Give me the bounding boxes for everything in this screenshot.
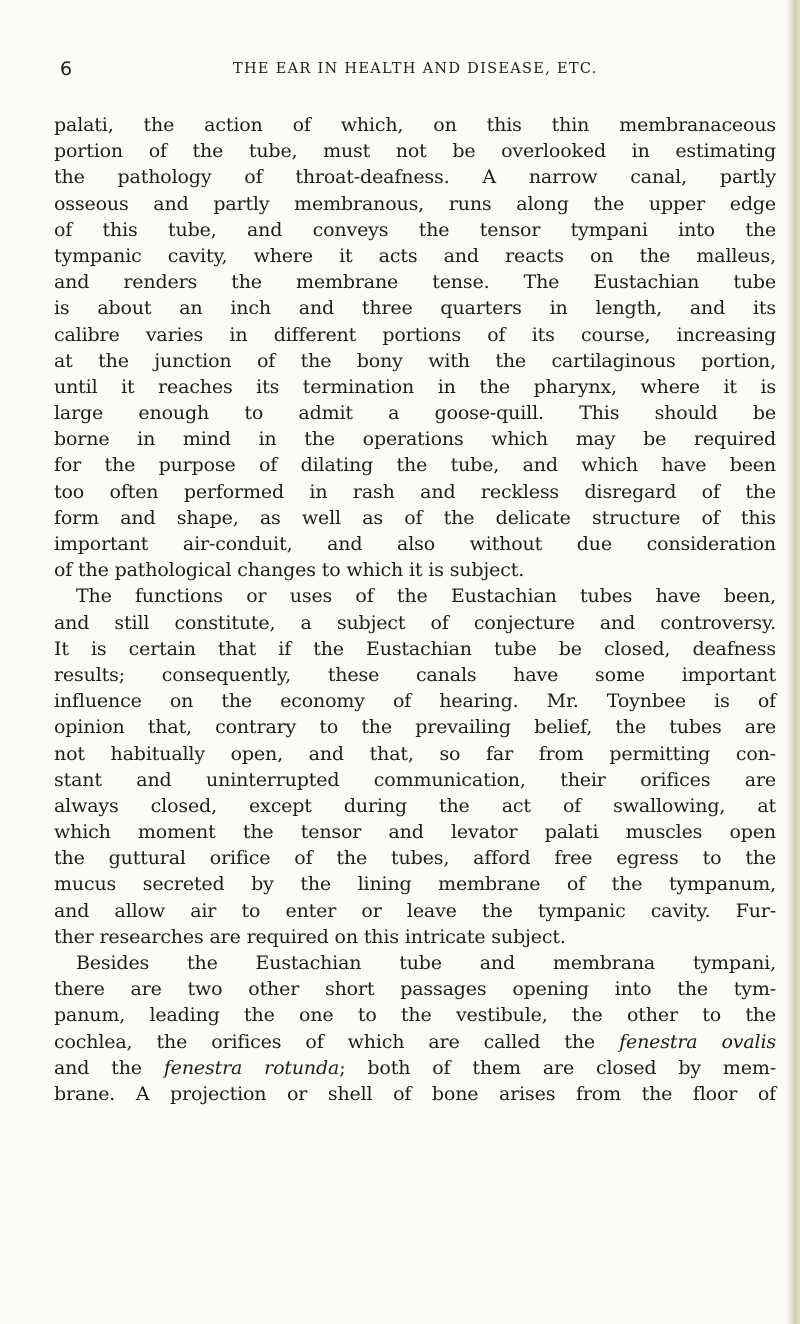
text-line: It is certain that if the Eustachian tube be closed, deafness <box>54 637 776 660</box>
text-line: portion of the tube, must not be overlooked in estimating <box>54 140 776 163</box>
body-text <box>54 112 776 1107</box>
text-line: always closed, except during the act of swallowing, at <box>54 794 776 817</box>
page-number: 6 <box>60 58 73 80</box>
text-line: Besides the Eustachian tube and membrana tympani, <box>76 952 776 974</box>
text-line <box>54 1029 776 1055</box>
text-line: is about an inch and three quarters in length, and its <box>54 297 776 320</box>
running-head: THE EAR IN HEALTH AND DISEASE, ETC. <box>233 61 598 77</box>
text-line: osseous and partly membranous, runs along the upper edge <box>54 192 776 215</box>
text-line: palati, the action of which, on this thin membranaceous <box>54 114 776 136</box>
text-line: stant and uninterrupted communication, their orifices are <box>54 768 776 791</box>
text-line: results; consequently, these canals have some important <box>54 663 776 686</box>
text-line: The functions or uses of the Eustachian tubes have been, <box>76 585 776 608</box>
text-line: of the pathological changes to which it is subject. <box>54 559 525 582</box>
text-line: there are two other short passages opening into the tym- <box>54 978 776 1001</box>
italic-term: fenestra rotunda <box>163 1056 340 1079</box>
text-line: ther researches are required on this intricate subject. <box>54 925 566 948</box>
text-line-roman: cochlea, the orifices of which are called the <box>54 1030 596 1053</box>
text-line: at the junction of the bony with the cartilaginous portion, <box>54 349 776 372</box>
text-line: until it reaches its termination in the pharynx, where it is <box>54 375 776 398</box>
text-line: of this tube, and conveys the tensor tympani into the <box>54 218 776 241</box>
text-line: calibre varies in different portions of its course, increasing <box>54 323 776 346</box>
text-line: not habitually open, and that, so far from permitting con- <box>54 742 776 765</box>
page-edge-shadow <box>786 0 800 1324</box>
text-line: and still constitute, a subject of conjecture and controversy. <box>54 611 776 634</box>
text-line: the guttural orifice of the tubes, afford free egress to the <box>54 847 776 870</box>
text-line: tympanic cavity, where it acts and reacts on the malleus, <box>54 244 776 267</box>
text-line-roman: and the <box>54 1056 142 1079</box>
text-line: too often performed in rash and reckless disregard of the <box>54 480 776 503</box>
text-line: brane. A projection or shell of bone arises from the floor of <box>54 1082 776 1105</box>
italic-term: fenestra ovalis <box>619 1030 777 1053</box>
text-line: mucus secreted by the lining membrane of the tympanum, <box>54 873 776 896</box>
text-line: opinion that, contrary to the prevailing belief, the tubes are <box>54 716 776 739</box>
text-line: and allow air to enter or leave the tympanic cavity. Fur- <box>54 899 776 922</box>
text-line: panum, leading the one to the vestibule, the other to the <box>54 1004 776 1027</box>
text-line: and renders the membrane tense. The Eustachian tube <box>54 271 776 294</box>
text-line <box>54 1055 776 1081</box>
text-line: important air-conduit, and also without due consideration <box>54 533 776 555</box>
text-line: form and shape, as well as of the delicate structure of this <box>54 506 776 529</box>
text-line: influence on the economy of hearing. Mr. Toynbee is of <box>54 690 776 713</box>
text-line-roman: ; both of them are closed by mem- <box>339 1056 776 1079</box>
text-line: which moment the tensor and levator palati muscles open <box>54 821 776 844</box>
text-line: large enough to admit a goose-quill. This should be <box>54 402 776 425</box>
text-line: for the purpose of dilating the tube, and which have been <box>54 454 776 477</box>
text-line: borne in mind in the operations which may be required <box>54 428 776 451</box>
text-line: the pathology of throat-deafness. A narrow canal, partly <box>54 166 776 189</box>
page-header <box>60 58 760 84</box>
